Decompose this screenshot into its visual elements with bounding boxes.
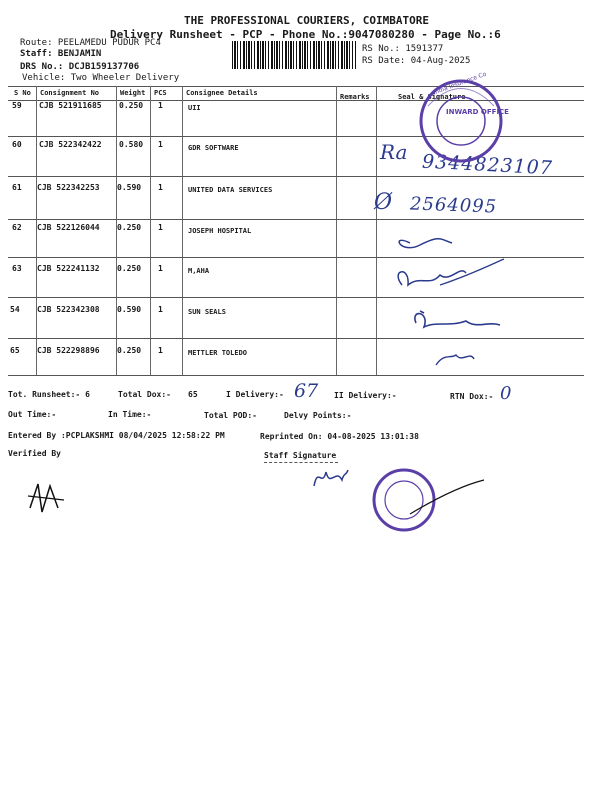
- row-weight: 0.250: [117, 223, 142, 232]
- col-header-pcs: PCS: [154, 89, 167, 97]
- verifier-signature: [24, 478, 74, 520]
- row-weight: 0.250: [117, 346, 142, 355]
- col-header-consignee: Consignee Details: [186, 89, 258, 97]
- row-sno: 59: [12, 101, 22, 110]
- rs-date: RS Date: 04-Aug-2025: [362, 56, 471, 66]
- row-consignment: CJB 522342308: [37, 305, 100, 314]
- row-sno: 62: [12, 223, 22, 232]
- handwritten-signature: Ø: [374, 190, 393, 215]
- round-stamp: [370, 462, 490, 534]
- vehicle-label: Vehicle: Two Wheeler Delivery: [22, 73, 180, 83]
- out-time: Out Time:-: [8, 410, 57, 419]
- ii-delivery-label: II Delivery:-: [334, 391, 397, 400]
- col-sep: [336, 86, 337, 375]
- handwritten-rtn-count: 0: [500, 383, 512, 404]
- reprinted-on: Reprinted On: 04-08-2025 13:01:38: [260, 432, 419, 441]
- row-weight: 0.590: [117, 305, 142, 314]
- row-consignment: CJB 522342422: [39, 140, 102, 149]
- handwritten-signatures: [380, 225, 540, 365]
- table-bottom-border: [8, 375, 584, 376]
- row-weight: 0.590: [117, 183, 142, 192]
- rs-number: RS No.: 1591377: [362, 44, 444, 54]
- row-consignee: JOSEPH HOSPITAL: [188, 227, 252, 235]
- row-sno: 63: [12, 264, 22, 273]
- row-sno: 65: [10, 346, 20, 355]
- row-pcs: 1: [158, 223, 163, 232]
- row-sno: 61: [12, 183, 22, 192]
- staff-signature-label: Staff Signature: [264, 451, 337, 460]
- row-consignee: M,AHA: [188, 267, 210, 275]
- row-sno: 54: [10, 305, 20, 314]
- row-consignment: CJB 522241132: [37, 264, 100, 273]
- row-consignee: UNITED DATA SERVICES: [188, 186, 273, 194]
- handwritten-phone: 9344823107: [421, 150, 554, 180]
- total-dox-label: Total Dox:-: [118, 390, 171, 399]
- col-header-signature: Seal & Signature: [398, 93, 466, 101]
- staff-label: Staff: BENJAMIN: [20, 49, 102, 59]
- row-pcs: 1: [158, 101, 163, 110]
- handwritten-delivery-count: 67: [294, 380, 319, 402]
- col-header-remarks: Remarks: [340, 93, 370, 101]
- entered-by: Entered By :PCPLAKSHMI 08/04/2025 12:58:22 PM: [8, 431, 225, 440]
- row-consignment: CJB 522342253: [37, 183, 100, 192]
- col-header-sno: S No: [14, 89, 31, 97]
- handwritten-code: 2564095: [409, 193, 498, 218]
- verified-by: Verified By: [8, 449, 61, 458]
- total-pod: Total POD:-: [204, 411, 257, 420]
- runsheet-title: Delivery Runsheet - PCP - Phone No.:9047080280 - Page No.:6: [110, 28, 501, 41]
- row-pcs: 1: [158, 346, 163, 355]
- row-pcs: 1: [158, 264, 163, 273]
- company-name: THE PROFESSIONAL COURIERS, COIMBATORE: [184, 14, 430, 27]
- stamp-center-text: INWARD OFFICE: [446, 108, 509, 116]
- row-weight: 0.250: [119, 101, 144, 110]
- row-pcs: 1: [158, 140, 163, 149]
- row-weight: 0.580: [119, 140, 144, 149]
- row-weight: 0.250: [117, 264, 142, 273]
- handwritten-signature: Ra: [380, 140, 408, 164]
- row-consignment: CJB 522298896: [37, 346, 100, 355]
- row-pcs: 1: [158, 183, 163, 192]
- delvy-points: Delvy Points:-: [284, 411, 352, 420]
- col-sep: [376, 86, 377, 375]
- drs-number: DRS No.: DCJB159137706: [20, 62, 140, 72]
- col-sep: [182, 86, 183, 375]
- total-dox-value: 65: [188, 390, 198, 399]
- col-header-consignment: Consignment No: [40, 89, 100, 97]
- rtn-dox-label: RTN Dox:-: [450, 392, 494, 401]
- row-consignee: UII: [188, 104, 201, 112]
- row-consignment: CJB 521911685: [39, 101, 102, 110]
- row-consignee: GDR SOFTWARE: [188, 144, 239, 152]
- row-sno: 60: [12, 140, 22, 149]
- in-time: In Time:-: [108, 410, 152, 419]
- route-label: Route: PEELAMEDU PUDUR PC4: [20, 38, 161, 48]
- row-divider: [8, 219, 584, 220]
- row-consignment: CJB 522126044: [37, 223, 100, 232]
- row-consignee: METTLER TOLEDO: [188, 349, 248, 357]
- staff-signature: [308, 462, 352, 492]
- stamp-ring-text: India Insurance Co: [432, 70, 488, 97]
- inward-office-stamp: [416, 76, 506, 166]
- col-sep: [150, 86, 151, 375]
- row-consignee: SUN SEALS: [188, 308, 226, 316]
- tot-runsheet: Tot. Runsheet:- 6: [8, 390, 90, 399]
- i-delivery-label: I Delivery:-: [226, 390, 284, 399]
- col-header-weight: Weight: [120, 89, 146, 97]
- row-pcs: 1: [158, 305, 163, 314]
- barcode: [232, 41, 356, 69]
